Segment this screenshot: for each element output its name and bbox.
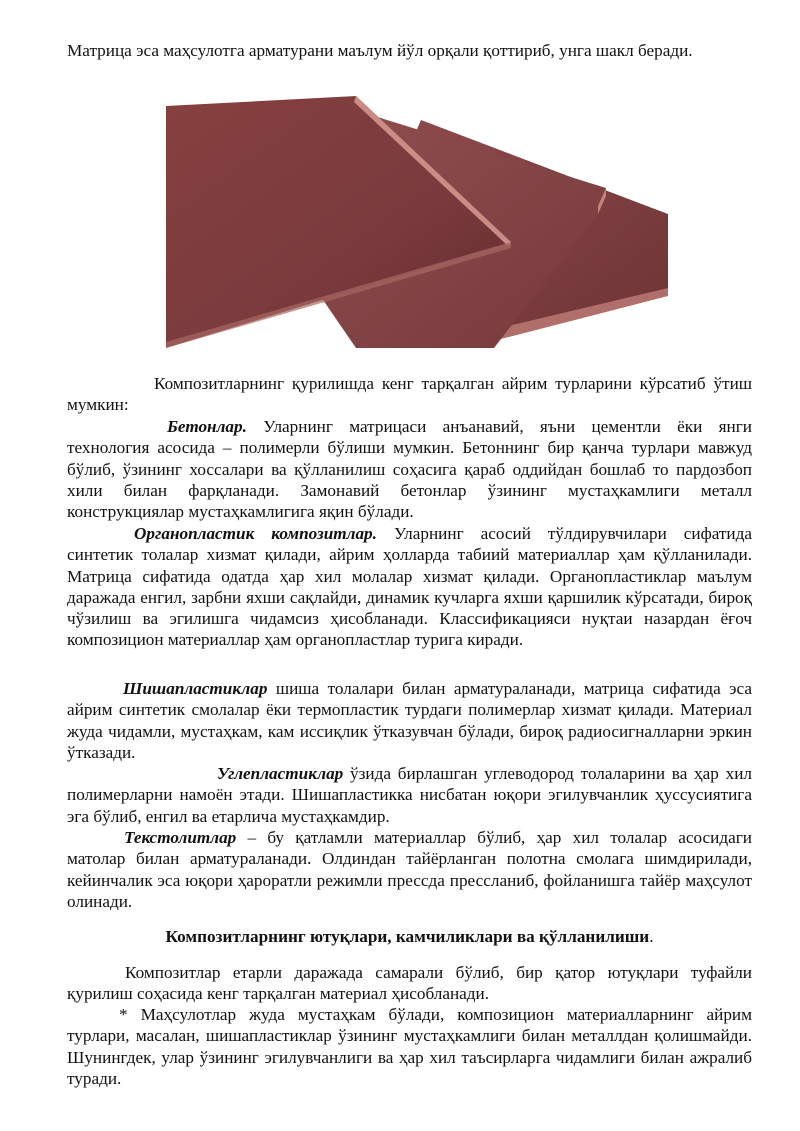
type-paragraph-textolite bbox=[67, 827, 752, 912]
type-term-concrete: Бетонлар. bbox=[167, 417, 247, 436]
type-paragraph-organoplastic bbox=[67, 523, 752, 651]
section-heading-period: . bbox=[649, 927, 654, 946]
type-text-textolite: – бу қатламли материаллар бўлиб, ҳар хил толалар асосидаги матолар билан арматураланади. Олдиндан тайёрланган полотна смолага шимдирилади, кейинчалик эса юқори ҳароратли режимли прессда пресcланиб, фойланишга тайёр маҳсулот олинади. bbox=[67, 828, 752, 911]
type-text-fiberglass: шиша толалари билан арматураланади, матрица сифатида эса айрим синтетик смолалар ёки термопластик турдаги полимерлар хизмат қилади. Материал жуда чидамли, мустаҳкам, кам иссиқлик ўтказувчан бўлади, бироқ радиосигналларни эркин ўтказади. bbox=[67, 679, 752, 762]
type-text-carbon-plastic: ўзида бирлашган углеводород толаларини ва ҳар хил полимерларни намоён этади. Шишапластикка нисбатан юқори эгилувчанлик ҳуссусиятига эга бўлиб, енгил ва етарлича мустаҳкамдир. bbox=[67, 764, 752, 826]
section-heading bbox=[67, 926, 752, 947]
intro-paragraph: Матрица эса маҳсулотга арматурани маълум йўл орқали қоттириб, унга шакл беради. bbox=[67, 41, 693, 60]
type-text-organoplastic: Уларнинг асосий тўлдирувчилари сифатида синтетик толалар хизмат қилади, айрим ҳолларда табиий материаллар ҳам қўлланилади. Матрица сифатида одатда ҳар хил молалар хизмат қилади. Органопластиклар маълум даражада енгил, зарбни яхши сақлайди, динамик кучларга яхши қаршилик кўрсатади, бироқ чўзилиш ва эгилишга чидамсиз ҳисобланади. Классификацияси нуқтаи назардан ёғоч композицион материаллар ҳам органопластлар турига киради. bbox=[67, 524, 752, 650]
section-heading-text: Композитларнинг ютуқлари, камчиликлари ва қўлланилиши bbox=[165, 927, 650, 946]
type-term-fiberglass: Шишапластиклар bbox=[123, 679, 268, 698]
type-term-textolite: Текстолитлар bbox=[124, 828, 237, 847]
type-paragraph-fiberglass bbox=[67, 678, 752, 763]
type-text-concrete: Уларнинг матрицаси анъанавий, яъни цементли ёки янги технология асосида – полимерли бўлиши мумкин. Бетоннинг бир қанча турлари мавжуд бўлиб, ўзининг хоссалари ва қўлланилиш соҳасига қараб оддийдан бошлаб то пардозбоп хили билан фарқланади. Замонавий бетонлар ўзининг мустаҳкамлиги металл конструкциялар мустаҳкамлигига яқин бўлади. bbox=[67, 417, 752, 522]
section-intro-paragraph: Композитлар етарли даражада самарали бўлиб, бир қатор ютуқлари туфайли қурилиш соҳасида кенг тарқалган материал ҳисобланади. bbox=[67, 963, 752, 1004]
bullet-paragraph-1: * Маҳсулотлар жуда мустаҳкам бўлади, композицион материалларнинг айрим турлари, масалан, шишапластиклар ўзининг мустаҳкамлиги билан металлдан қолишмайди. Шунингдек, улар ўзининг эгилувчанлиги ва ҳар хил таъсирларга чидамлиги билан ажралиб туради. bbox=[67, 1005, 752, 1088]
type-term-organoplastic: Органопластик композитлар. bbox=[134, 524, 377, 543]
composite-sheets-photo bbox=[166, 96, 668, 348]
type-term-carbon-plastic: Углепластиклар bbox=[217, 764, 344, 783]
type-paragraph-carbon-plastic bbox=[67, 763, 752, 827]
types-intro-paragraph: Композитларнинг қурилишда кенг тарқалган айрим турларини кўрсатиб ўтиш мумкин: bbox=[67, 374, 752, 415]
type-paragraph-concrete bbox=[67, 416, 752, 522]
